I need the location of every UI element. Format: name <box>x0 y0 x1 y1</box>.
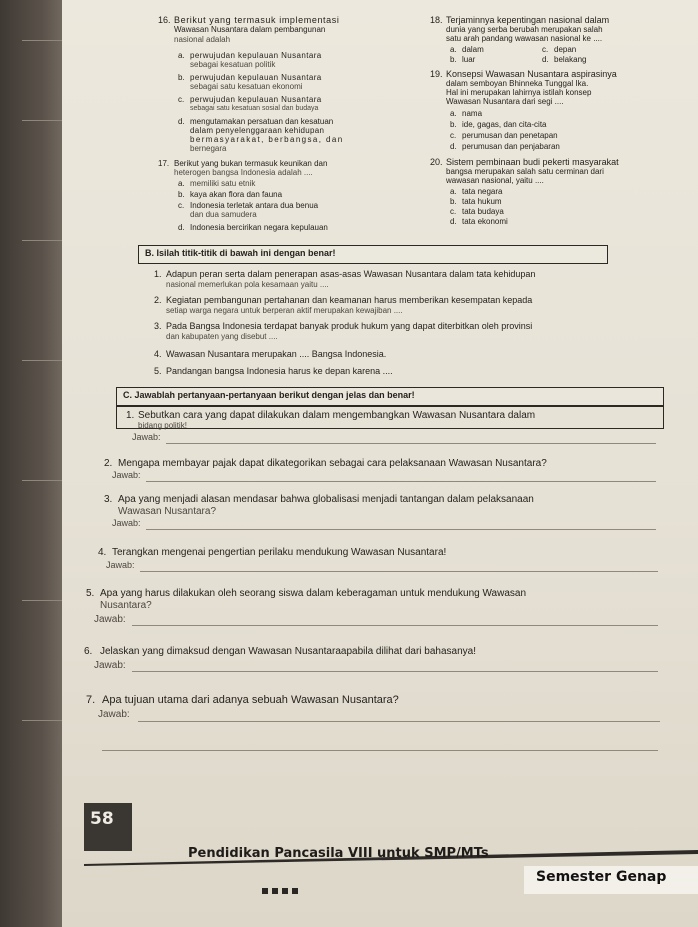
question-text: Terjaminnya kepentingan nasional dalam <box>446 15 610 25</box>
option-text: dan dua samudera <box>190 210 257 219</box>
option-letter: c. <box>178 201 185 210</box>
option-text: mengutamakan persatuan dan kesatuan <box>190 117 334 126</box>
item-text: Mengapa membayar pajak dapat dikategorikan sebagai cara pelaksanaan Wawasan Nusantara? <box>118 458 547 469</box>
question-text: Hal ini merupakan lahirnya istilah konsep <box>446 88 592 97</box>
question-text: heterogen bangsa Indonesia adalah .... <box>174 168 313 177</box>
option-text: tata negara <box>462 187 503 196</box>
item-number: 7. <box>86 694 96 706</box>
margin-rule <box>22 480 62 481</box>
decorative-stripes <box>262 888 302 894</box>
item-text: nasional memerlukan pola kesamaan yaitu .... <box>166 280 329 289</box>
option-text: ide, gagas, dan cita-cita <box>462 120 547 129</box>
option-text: perwujudan kepulauan Nusantara <box>190 73 322 82</box>
option-letter: a. <box>178 51 185 60</box>
option-text: perwujudan kepulauan Nusantara <box>190 95 322 104</box>
question-text: dunia yang serba berubah merupakan salah <box>446 25 603 34</box>
option-text: sebagai kesatuan politik <box>190 60 276 69</box>
option-letter: d. <box>450 217 457 226</box>
answer-label: Jawab: <box>94 614 126 625</box>
answer-line[interactable] <box>132 625 658 626</box>
question-text: Konsepsi Wawasan Nusantara aspirasinya <box>446 69 617 79</box>
option-text: sebagai satu kesatuan ekonomi <box>190 82 303 91</box>
option-letter: b. <box>178 73 185 82</box>
option-letter: a. <box>450 187 457 196</box>
item-number: 1. <box>154 269 162 279</box>
question-text: dalam semboyan Bhinneka Tunggal Ika. <box>446 79 589 88</box>
answer-label: Jawab: <box>132 432 161 442</box>
question-number: 16. <box>158 15 171 25</box>
item-text: Wawasan Nusantara? <box>118 506 217 517</box>
option-text: luar <box>462 55 476 64</box>
margin-rule <box>22 120 62 121</box>
margin-rule <box>22 360 62 361</box>
answer-line[interactable] <box>132 671 658 672</box>
option-text: Indonesia bercirikan negara kepulauan <box>190 223 328 232</box>
item-text: Apa yang menjadi alasan mendasar bahwa globalisasi menjadi tantangan dalam pelaksanaan <box>118 494 534 505</box>
answer-line[interactable] <box>146 481 656 482</box>
page-footer <box>84 800 698 927</box>
option-letter: d. <box>450 142 457 151</box>
item-number: 3. <box>104 494 113 505</box>
item-number: 4. <box>154 349 162 359</box>
question-text: wawasan nasional, yaitu .... <box>446 176 544 185</box>
item-number: 1. <box>126 410 135 421</box>
answer-label: Jawab: <box>94 660 126 671</box>
question-number: 19. <box>430 69 443 79</box>
question-number: 18. <box>430 15 443 25</box>
answer-line[interactable] <box>102 750 658 751</box>
option-text: tata hukum <box>462 197 502 206</box>
answer-line[interactable] <box>138 721 660 722</box>
option-letter: c. <box>542 45 549 54</box>
option-text: tata budaya <box>462 207 504 216</box>
item-text: Kegiatan pembangunan pertahanan dan keamanan harus memberikan kesempatan kepada <box>166 295 533 305</box>
item-text: Pada Bangsa Indonesia terdapat banyak produk hukum yang dapat diterbitkan oleh provinsi <box>166 321 533 331</box>
item-text: dan kabupaten yang disebut .... <box>166 332 278 341</box>
margin-rule <box>22 40 62 41</box>
item-text: Wawasan Nusantara merupakan .... Bangsa Indonesia. <box>166 349 387 359</box>
worksheet-page <box>62 0 698 927</box>
section-b-header-box <box>138 245 608 264</box>
question-text: Sistem pembinaan budi pekerti masyarakat <box>446 157 619 167</box>
book-title: Pendidikan Pancasila VIII untuk SMP/MTs <box>188 846 489 861</box>
section-c-header: C. Jawablah pertanyaan-pertanyaan berikut dengan jelas dan benar! <box>123 390 415 400</box>
answer-line[interactable] <box>146 529 656 530</box>
answer-line[interactable] <box>140 571 658 572</box>
option-text: bernegara <box>190 144 227 153</box>
question-text: Wawasan Nusantara dari segi .... <box>446 97 564 106</box>
item-text: Apa yang harus dilakukan oleh seorang siswa dalam keberagaman untuk mendukung Wawasan <box>100 588 527 599</box>
option-text: belakang <box>554 55 587 64</box>
option-letter: a. <box>450 109 457 118</box>
question-number: 17. <box>158 159 170 168</box>
option-text: perumusan dan penetapan <box>462 131 558 140</box>
option-letter: a. <box>450 45 457 54</box>
option-text: memiliki satu etnik <box>190 179 256 188</box>
answer-label: Jawab: <box>106 560 135 570</box>
page-number-badge <box>84 803 132 851</box>
question-number: 20. <box>430 157 443 167</box>
option-letter: b. <box>450 120 457 129</box>
margin-rule <box>22 240 62 241</box>
option-text: kaya akan flora dan fauna <box>190 190 283 199</box>
option-text: perwujudan kepulauan Nusantara <box>190 51 322 60</box>
option-text: nama <box>462 109 483 118</box>
item-text: Sebutkan cara yang dapat dilakukan dalam mengembangkan Wawasan Nusantara dalam <box>138 410 536 421</box>
answer-label: Jawab: <box>112 470 141 480</box>
item-text: Apa tujuan utama dari adanya sebuah Wawasan Nusantara? <box>102 694 399 706</box>
option-text: perumusan dan penjabaran <box>462 142 560 151</box>
page-number: 58 <box>90 809 114 829</box>
item-number: 4. <box>98 547 107 558</box>
option-text: tata ekonomi <box>462 217 508 226</box>
item-number: 2. <box>104 458 113 469</box>
answer-label: Jawab: <box>98 709 130 720</box>
option-letter: c. <box>178 95 185 104</box>
binder-edge <box>0 0 70 927</box>
option-letter: a. <box>178 179 185 188</box>
option-letter: c. <box>450 131 457 140</box>
item-text: bidang politik! <box>138 421 187 430</box>
item-text: setiap warga negara untuk berperan aktif merupakan kewajiban .... <box>166 306 403 315</box>
item-number: 2. <box>154 295 162 305</box>
option-letter: b. <box>178 190 185 199</box>
option-letter: c. <box>450 207 457 216</box>
item-number: 5. <box>154 366 162 376</box>
semester-label: Semester Genap <box>524 866 698 894</box>
item-text: Terangkan mengenai pengertian perilaku mendukung Wawasan Nusantara! <box>112 547 447 558</box>
option-letter: b. <box>450 55 457 64</box>
section-b-header: B. Isilah titik-titik di bawah ini dengan benar! <box>145 248 336 258</box>
margin-rule <box>22 600 62 601</box>
item-text: Adapun peran serta dalam penerapan asas-asas Wawasan Nusantara dalam tata kehidupan <box>166 269 536 279</box>
answer-line[interactable] <box>166 443 656 444</box>
option-text: bermasyarakat, berbangsa, dan <box>190 135 344 144</box>
option-text: sebagai satu kesatuan sosial dan budaya <box>190 105 319 112</box>
question-text: bangsa merupakan salah satu cerminan dari <box>446 167 604 176</box>
item-number: 6. <box>84 646 93 657</box>
option-text: depan <box>554 45 577 54</box>
item-text: Jelaskan yang dimaksud dengan Wawasan Nusantaraapabila dilihat dari bahasanya! <box>100 646 476 657</box>
question-text: Berikut yang bukan termasuk keunikan dan <box>174 159 328 168</box>
question-text: Berikut yang termasuk implementasi <box>174 15 340 25</box>
option-letter: d. <box>178 223 185 232</box>
option-letter: d. <box>178 117 185 126</box>
question-text: nasional adalah <box>174 35 231 44</box>
question-text: satu arah pandang wawasan nasional ke .... <box>446 34 603 43</box>
option-letter: b. <box>450 197 457 206</box>
item-number: 5. <box>86 588 95 599</box>
section-c-header-box <box>116 387 664 406</box>
option-text: Indonesia terletak antara dua benua <box>190 201 319 210</box>
item-text: Pandangan bangsa Indonesia harus ke depan karena .... <box>166 366 393 376</box>
question-text: Wawasan Nusantara dalam pembangunan <box>174 25 326 34</box>
answer-label: Jawab: <box>112 518 141 528</box>
option-text: dalam <box>462 45 484 54</box>
margin-rule <box>22 720 62 721</box>
item-number: 3. <box>154 321 162 331</box>
option-text: dalam penyelenggaraan kehidupan <box>190 126 325 135</box>
option-letter: d. <box>542 55 549 64</box>
item-text: Nusantara? <box>100 600 152 611</box>
